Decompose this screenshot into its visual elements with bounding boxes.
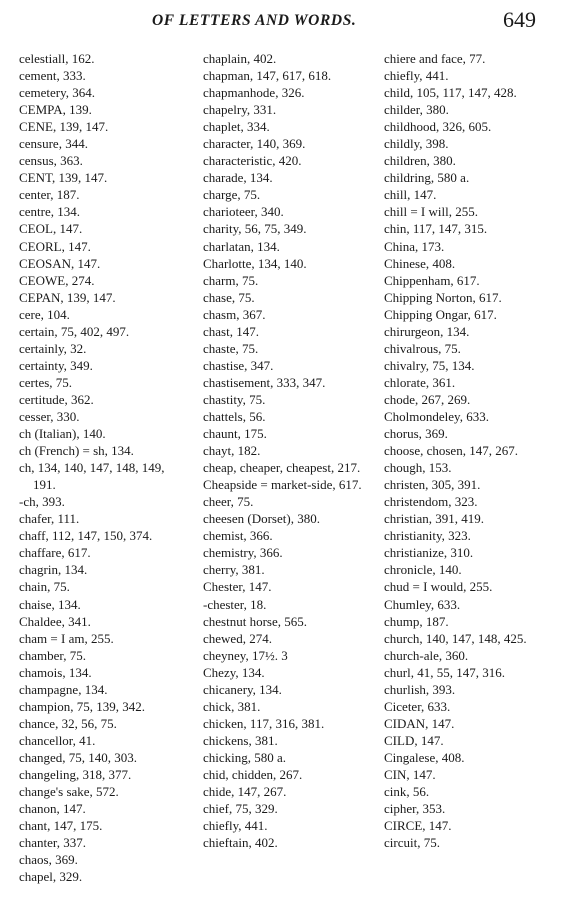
running-head: OF LETTERS AND WORDS.: [152, 12, 357, 29]
index-entry: China, 173.: [384, 238, 445, 254]
index-entry: Chezy, 134.: [203, 664, 265, 680]
index-entry: chivalry, 75, 134.: [384, 357, 475, 373]
index-entry: christendom, 323.: [384, 494, 478, 510]
index-entry: chase, 75.: [203, 289, 255, 305]
index-entry: chance, 32, 56, 75.: [19, 715, 117, 731]
index-entry: CEMPA, 139.: [19, 102, 92, 118]
index-entry: childring, 580 a.: [384, 170, 470, 186]
index-entry: chicken, 117, 316, 381.: [203, 715, 325, 731]
index-entry: CEOSAN, 147.: [19, 255, 101, 271]
index-entry: chaunt, 175.: [203, 426, 267, 442]
index-entry: chicanery, 134.: [203, 681, 282, 697]
index-entry: chin, 117, 147, 315.: [384, 221, 488, 237]
index-entry: chayt, 182.: [203, 443, 261, 459]
index-entry: chump, 187.: [384, 613, 449, 629]
index-entry: chapel, 329.: [19, 869, 83, 885]
index-entry: chasm, 367.: [203, 306, 266, 322]
index-entry: celestiall, 162.: [19, 51, 95, 66]
index-entry: chiefly, 441.: [203, 818, 268, 834]
index-entry: change's sake, 572.: [19, 784, 119, 800]
index-entry: cink, 56.: [384, 784, 430, 800]
index-entry: chaste, 75.: [203, 340, 259, 356]
index-entry: chapmanhode, 326.: [203, 85, 305, 101]
index-entry: chain, 75.: [19, 579, 70, 595]
index-entry: certainly, 32.: [19, 340, 87, 356]
index-entry: Chinese, 408.: [384, 255, 456, 271]
index-entry: charade, 134.: [203, 170, 273, 186]
index-entry: certain, 75, 402, 497.: [19, 323, 130, 339]
index-entry: childly, 398.: [384, 136, 449, 152]
index-entry: centre, 134.: [19, 204, 81, 220]
index-entry: chapelry, 331.: [203, 102, 277, 118]
index-entry: cement, 333.: [19, 68, 86, 84]
index-entry: chewed, 274.: [203, 630, 272, 646]
index-entry: chagrin, 134.: [19, 562, 88, 578]
index-entry: censure, 344.: [19, 136, 88, 152]
index-entry: chiere and face, 77.: [384, 51, 486, 66]
index-entry: Cholmondeley, 633.: [384, 408, 489, 424]
index-entry: chaplet, 334.: [203, 119, 270, 135]
index-entry: churl, 41, 55, 147, 316.: [384, 664, 505, 680]
index-entry: chant, 147, 175.: [19, 818, 103, 834]
index-entry: chaplain, 402.: [203, 51, 277, 66]
index-entry: Chester, 147.: [203, 579, 272, 595]
index-entry: chough, 153.: [384, 460, 452, 476]
index-entry: chlorate, 361.: [384, 374, 456, 390]
index-entry: character, 140, 369.: [203, 136, 306, 152]
index-entry: christianity, 323.: [384, 528, 471, 544]
index-entry: chafer, 111.: [19, 511, 80, 527]
index-entry: chivalrous, 75.: [384, 340, 461, 356]
index-column-1: [19, 50, 187, 885]
index-entry: chaff, 112, 147, 150, 374.: [19, 528, 153, 544]
index-entry: christian, 391, 419.: [384, 511, 485, 527]
index-entry: christianize, 310.: [384, 545, 474, 561]
index-entry: chode, 267, 269.: [384, 391, 471, 407]
index-entry: census, 363.: [19, 153, 83, 169]
index-entry: certes, 75.: [19, 374, 73, 390]
index-entry: chieftain, 402.: [203, 835, 278, 851]
index-entry: cheap, cheaper, cheapest, 217.: [203, 460, 361, 476]
index-entry: church, 140, 147, 148, 425.: [384, 630, 527, 646]
index-entry: ch (Italian), 140.: [19, 426, 106, 442]
index-entry: chanon, 147.: [19, 801, 86, 817]
index-entry: CEOL, 147.: [19, 221, 83, 237]
index-entry: circuit, 75.: [384, 835, 440, 851]
index-entry: characteristic, 420.: [203, 153, 302, 169]
index-entry: chide, 147, 267.: [203, 784, 287, 800]
index-entry: Chumley, 633.: [384, 596, 461, 612]
index-entry: charge, 75.: [203, 187, 261, 203]
index-entry: CEOWE, 274.: [19, 272, 95, 288]
index-entry: Charlotte, 134, 140.: [203, 255, 307, 271]
index-entry: church-ale, 360.: [384, 647, 469, 663]
index-entry: chastisement, 333, 347.: [203, 374, 326, 390]
index-entry: chemist, 366.: [203, 528, 273, 544]
index-entry: chastise, 347.: [203, 357, 274, 373]
index-entry: chaos, 369.: [19, 852, 78, 868]
index-entry: chronicle, 140.: [384, 562, 462, 578]
page-number: 649: [503, 7, 536, 32]
index-entry: chill, 147.: [384, 187, 437, 203]
index-entry: ch (French) = sh, 134.: [19, 443, 134, 459]
index-column-3: [384, 50, 560, 851]
index-entry: chickens, 381.: [203, 732, 278, 748]
index-entry: Chippenham, 617.: [384, 272, 480, 288]
index-entry: cesser, 330.: [19, 408, 80, 424]
index-entry: chestnut horse, 565.: [203, 613, 307, 629]
index-entry: charity, 56, 75, 349.: [203, 221, 307, 237]
index-entry: ch, 134, 140, 147, 148, 149, 191.: [19, 460, 165, 493]
index-entry: charioteer, 340.: [203, 204, 284, 220]
index-entry: CENT, 139, 147.: [19, 170, 108, 186]
index-entry: Chipping Ongar, 617.: [384, 306, 497, 322]
index-entry: chaffare, 617.: [19, 545, 91, 561]
index-entry: changeling, 318, 377.: [19, 766, 132, 782]
index-entry: center, 187.: [19, 187, 80, 203]
index-entry: chorus, 369.: [384, 426, 448, 442]
index-entry: changed, 75, 140, 303.: [19, 749, 138, 765]
index-entry: cere, 104.: [19, 306, 70, 322]
index-entry: chast, 147.: [203, 323, 259, 339]
index-entry: cherry, 381.: [203, 562, 265, 578]
index-entry: childer, 380.: [384, 102, 449, 118]
index-entry: chamber, 75.: [19, 647, 86, 663]
index-entry: CIN, 147.: [384, 766, 436, 782]
index-entry: cheer, 75.: [203, 494, 254, 510]
index-entry: Chaldee, 341.: [19, 613, 91, 629]
index-entry: christen, 305, 391.: [384, 477, 481, 493]
index-entry: cheyney, 17½. 3: [203, 647, 288, 663]
index-entry: -ch, 393.: [19, 494, 65, 510]
index-entry: chattels, 56.: [203, 408, 266, 424]
index-entry: chiefly, 441.: [384, 68, 449, 84]
index-entry: CIRCE, 147.: [384, 818, 452, 834]
index-entry: -chester, 18.: [203, 596, 267, 612]
index-entry: cemetery, 364.: [19, 85, 96, 101]
index-entry: Chipping Norton, 617.: [384, 289, 502, 305]
index-entry: chud = I would, 255.: [384, 579, 493, 595]
index-entry: chapman, 147, 617, 618.: [203, 68, 332, 84]
index-entry: churlish, 393.: [384, 681, 456, 697]
index-entry: chirurgeon, 134.: [384, 323, 470, 339]
index-entry: Cingalese, 408.: [384, 749, 465, 765]
index-entry: chastity, 75.: [203, 391, 266, 407]
index-entry: chaise, 134.: [19, 596, 81, 612]
index-entry: CENE, 139, 147.: [19, 119, 109, 135]
index-entry: CEORL, 147.: [19, 238, 91, 254]
index-entry: chanter, 337.: [19, 835, 86, 851]
index-entry: champagne, 134.: [19, 681, 108, 697]
index-entry: chief, 75, 329.: [203, 801, 278, 817]
index-entry: Ciceter, 633.: [384, 698, 451, 714]
index-entry: chicking, 580 a.: [203, 749, 287, 765]
index-entry: chill = I will, 255.: [384, 204, 478, 220]
index-entry: cipher, 353.: [384, 801, 446, 817]
index-entry: cheesen (Dorset), 380.: [203, 511, 320, 527]
page-header: [0, 6, 566, 36]
index-entry: certainty, 349.: [19, 357, 93, 373]
index-entry: CIDAN, 147.: [384, 715, 455, 731]
index-entry: children, 380.: [384, 153, 456, 169]
index-entry: Cheapside = market-side, 617.: [203, 477, 362, 493]
index-entry: childhood, 326, 605.: [384, 119, 492, 135]
index-entry: chick, 381.: [203, 698, 261, 714]
index-entry: CEPAN, 139, 147.: [19, 289, 116, 305]
index-column-2: [203, 50, 371, 851]
index-entry: child, 105, 117, 147, 428.: [384, 85, 517, 101]
index-entry: chemistry, 366.: [203, 545, 283, 561]
index-entry: certitude, 362.: [19, 391, 94, 407]
index-entry: chamois, 134.: [19, 664, 92, 680]
index-entry: CILD, 147.: [384, 732, 444, 748]
index-entry: chancellor, 41.: [19, 732, 96, 748]
index-entry: chid, chidden, 267.: [203, 766, 303, 782]
index-entry: charm, 75.: [203, 272, 259, 288]
index-entry: cham = I am, 255.: [19, 630, 114, 646]
index-entry: charlatan, 134.: [203, 238, 280, 254]
index-entry: choose, chosen, 147, 267.: [384, 443, 518, 459]
index-entry: champion, 75, 139, 342.: [19, 698, 146, 714]
